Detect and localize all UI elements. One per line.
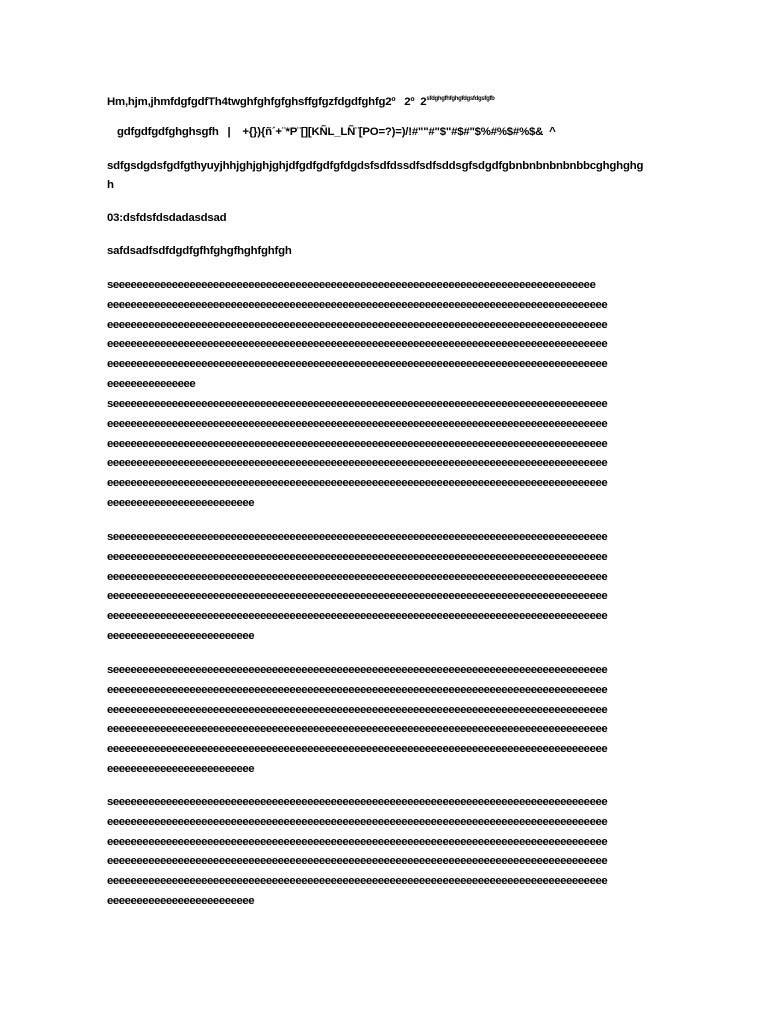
paragraph-5	[107, 793, 667, 912]
paragraph-line: seeeeeeeeeeeeeeeeeeeeeeeeeeeeeeeeeeeeeeeeeeeeeeeeeeeeeeeeeeeeeeeeeeeeeeeeeeeeeeeeeeee	[107, 664, 608, 676]
paragraph-line: eeeeeeeeeeeeeeeeeeeeeeeee	[107, 762, 255, 775]
paragraph-line: eeeeeeeeeeeeeeeeeeeeeeeeeeeeeeeeeeeeeeeeeeeeeeeeeeeeeeeeeeeeeeeeeeeeeeeeeeeeeeeeeeeee	[107, 743, 608, 756]
paragraph-line: eeeeeeeeeeeeeeeeeeeeeeeeeeeeeeeeeeeeeeeeeeeeeeeeeeeeeeeeeeeeeeeeeeeeeeeeeeeeeeeeeeeee	[107, 723, 608, 736]
heading-line-1-superscript: sfdghgfhfghgfdgsfdgsfgfb	[426, 96, 495, 102]
paragraph-line: eeeeeeeeeeeeeeeeeeeeeeeeeeeeeeeeeeeeeeeeeeeeeeeeeeeeeeeeeeeeeeeeeeeeeeeeeeeeeeeeeeeee	[107, 298, 608, 311]
paragraph-3	[107, 528, 667, 647]
paragraph-line: seeeeeeeeeeeeeeeeeeeeeeeeeeeeeeeeeeeeeeeeeeeeeeeeeeeeeeeeeeeeeeeeeeeeeeeeeeeeeeeeeeee	[107, 531, 608, 543]
paragraph-line: eeeeeeeeeeeeeeeeeeeeeeeee	[107, 496, 255, 509]
paragraph-line: eeeeeeeeeeeeeeeeeeeeeeeeeeeeeeeeeeeeeeeeeeeeeeeeeeeeeeeeeeeeeeeeeeeeeeeeeeeeeeeeeeeee	[107, 835, 608, 848]
paragraph-line: eeeeeeeeeeeeeeeeeeeeeeeeeeeeeeeeeeeeeeeeeeeeeeeeeeeeeeeeeeeeeeeeeeeeeeeeeeeeeeeeeeeee	[107, 338, 608, 351]
paragraph-line: eeeeeeeeeeeeeeeeeeeeeeeeeeeeeeeeeeeeeeeeeeeeeeeeeeeeeeeeeeeeeeeeeeeeeeeeeeeeeeeeeeeee	[107, 683, 608, 696]
paragraph-line: eeeeeeeeeeeeeeeeeeeeeeeeeeeeeeeeeeeeeeeeeeeeeeeeeeeeeeeeeeeeeeeeeeeeeeeeeeeeeeeeeeeee	[107, 590, 608, 603]
paragraph-line: eeeeeeeeeeeeeee	[107, 377, 196, 390]
paragraph-line: eeeeeeeeeeeeeeeeeeeeeeeeeeeeeeeeeeeeeeeeeeeeeeeeeeeeeeeeeeeeeeeeeeeeeeeeeeeeeeeeeeeee	[107, 815, 608, 828]
paragraph-2	[107, 395, 667, 514]
heading-line-1	[107, 92, 495, 109]
heading-line-1-text: Hm,hjm,jhmfdgfgdfTh4twghfghfgfghsffgfgzfdgdfghfg2º 2º 2	[107, 96, 427, 108]
paragraph-line: seeeeeeeeeeeeeeeeeeeeeeeeeeeeeeeeeeeeeeeeeeeeeeeeeeeeeeeeeeeeeeeeeeeeeeeeeeeeeeeeee	[107, 279, 596, 291]
text-line: safdsadfsdfdgdfgfhfghgfhghfghfgh	[107, 245, 292, 257]
paragraph-line: eeeeeeeeeeeeeeeeeeeeeeeee	[107, 894, 255, 907]
long-text-line: sdfgsdgdsfgdfgthyuyjhhjghjghjghjdfgdfgdfgfdgdsfsdfdssdfsdfsddsgfsdgdfgbnbnbnbnbnbbcghghghg	[107, 160, 644, 172]
paragraph-line: eeeeeeeeeeeeeeeeeeeeeeeeeeeeeeeeeeeeeeeeeeeeeeeeeeeeeeeeeeeeeeeeeeeeeeeeeeeeeeeeeeeee	[107, 875, 608, 888]
paragraph-1	[107, 276, 667, 395]
paragraph-line: eeeeeeeeeeeeeeeeeeeeeeeeeeeeeeeeeeeeeeeeeeeeeeeeeeeeeeeeeeeeeeeeeeeeeeeeeeeeeeeeeeeee	[107, 703, 608, 716]
paragraph-line: eeeeeeeeeeeeeeeeeeeeeeeeeeeeeeeeeeeeeeeeeeeeeeeeeeeeeeeeeeeeeeeeeeeeeeeeeeeeeeeeeeeee	[107, 855, 608, 868]
symbols-line: gdfgdfgdfghghsgfh | +{}){ñ´+¨*P¨[][KÑL_LÑ¨[PO=?)=)/!#""#"$"#$#"$%#%$#%$& ^	[117, 126, 556, 138]
paragraph-line: eeeeeeeeeeeeeeeeeeeeeeeeeeeeeeeeeeeeeeeeeeeeeeeeeeeeeeeeeeeeeeeeeeeeeeeeeeeeeeeeeeeee	[107, 437, 608, 450]
time-line: 03:dsfdsfdsdadasdsad	[107, 212, 227, 224]
paragraph-line: eeeeeeeeeeeeeeeeeeeeeeeeeeeeeeeeeeeeeeeeeeeeeeeeeeeeeeeeeeeeeeeeeeeeeeeeeeeeeeeeeeeee	[107, 358, 608, 371]
paragraph-4	[107, 661, 667, 780]
paragraph-line: eeeeeeeeeeeeeeeeeeeeeeeeeeeeeeeeeeeeeeeeeeeeeeeeeeeeeeeeeeeeeeeeeeeeeeeeeeeeeeeeeeeee	[107, 318, 608, 331]
paragraph-line: seeeeeeeeeeeeeeeeeeeeeeeeeeeeeeeeeeeeeeeeeeeeeeeeeeeeeeeeeeeeeeeeeeeeeeeeeeeeeeeeeeee	[107, 796, 608, 808]
paragraph-line: seeeeeeeeeeeeeeeeeeeeeeeeeeeeeeeeeeeeeeeeeeeeeeeeeeeeeeeeeeeeeeeeeeeeeeeeeeeeeeeeeeee	[107, 398, 608, 410]
paragraph-line: eeeeeeeeeeeeeeeeeeeeeeeeeeeeeeeeeeeeeeeeeeeeeeeeeeeeeeeeeeeeeeeeeeeeeeeeeeeeeeeeeeeee	[107, 550, 608, 563]
paragraph-line: eeeeeeeeeeeeeeeeeeeeeeeeeeeeeeeeeeeeeeeeeeeeeeeeeeeeeeeeeeeeeeeeeeeeeeeeeeeeeeeeeeeee	[107, 477, 608, 490]
paragraph-line: eeeeeeeeeeeeeeeeeeeeeeeeeeeeeeeeeeeeeeeeeeeeeeeeeeeeeeeeeeeeeeeeeeeeeeeeeeeeeeeeeeeee	[107, 457, 608, 470]
paragraph-line: eeeeeeeeeeeeeeeeeeeeeeeee	[107, 629, 255, 642]
paragraph-line: eeeeeeeeeeeeeeeeeeeeeeeeeeeeeeeeeeeeeeeeeeeeeeeeeeeeeeeeeeeeeeeeeeeeeeeeeeeeeeeeeeeee	[107, 417, 608, 430]
long-text-line-wrap: h	[107, 179, 114, 191]
paragraph-line: eeeeeeeeeeeeeeeeeeeeeeeeeeeeeeeeeeeeeeeeeeeeeeeeeeeeeeeeeeeeeeeeeeeeeeeeeeeeeeeeeeeee	[107, 610, 608, 623]
paragraph-line: eeeeeeeeeeeeeeeeeeeeeeeeeeeeeeeeeeeeeeeeeeeeeeeeeeeeeeeeeeeeeeeeeeeeeeeeeeeeeeeeeeeee	[107, 570, 608, 583]
